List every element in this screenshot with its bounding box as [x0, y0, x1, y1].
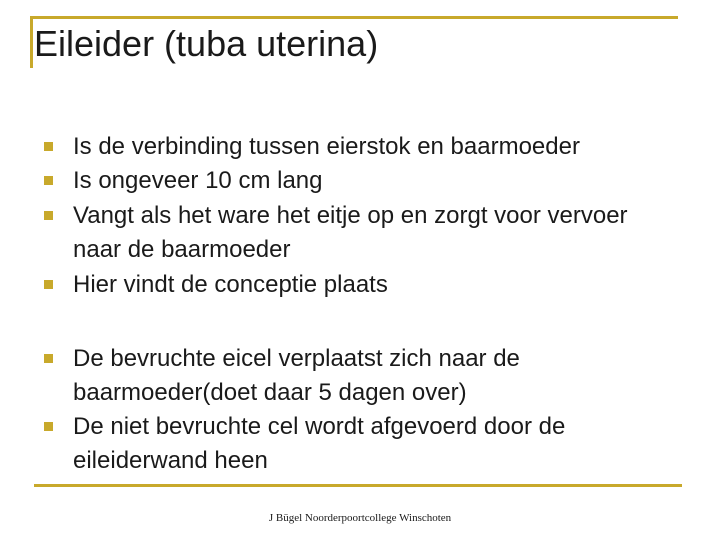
bottom-rule [34, 484, 682, 487]
square-bullet-icon [44, 280, 53, 289]
square-bullet-icon [44, 142, 53, 151]
bullet-text: Is de verbinding tussen eierstok en baarmoeder [73, 133, 580, 160]
slide-title: Eileider (tuba uterina) [34, 23, 379, 64]
square-bullet-icon [44, 176, 53, 185]
square-bullet-icon [44, 211, 53, 220]
bullet-text: De bevruchte eicel verplaatst zich naar de baarmoeder(doet daar 5 dagen over) [73, 345, 520, 406]
bullet-text: Vangt als het ware het eitje op en zorgt voor vervoer naar de baarmoeder [73, 202, 628, 263]
square-bullet-icon [44, 422, 53, 431]
square-bullet-icon [44, 354, 53, 363]
bullet-text: Is ongeveer 10 cm lang [73, 167, 323, 194]
bullet-text: Hier vindt de conceptie plaats [73, 271, 388, 298]
bullet-text: De niet bevruchte cel wordt afgevoerd door de eileiderwand heen [73, 413, 566, 474]
footer-credit: J Bügel Noorderpoortcollege Winschoten [268, 512, 452, 524]
